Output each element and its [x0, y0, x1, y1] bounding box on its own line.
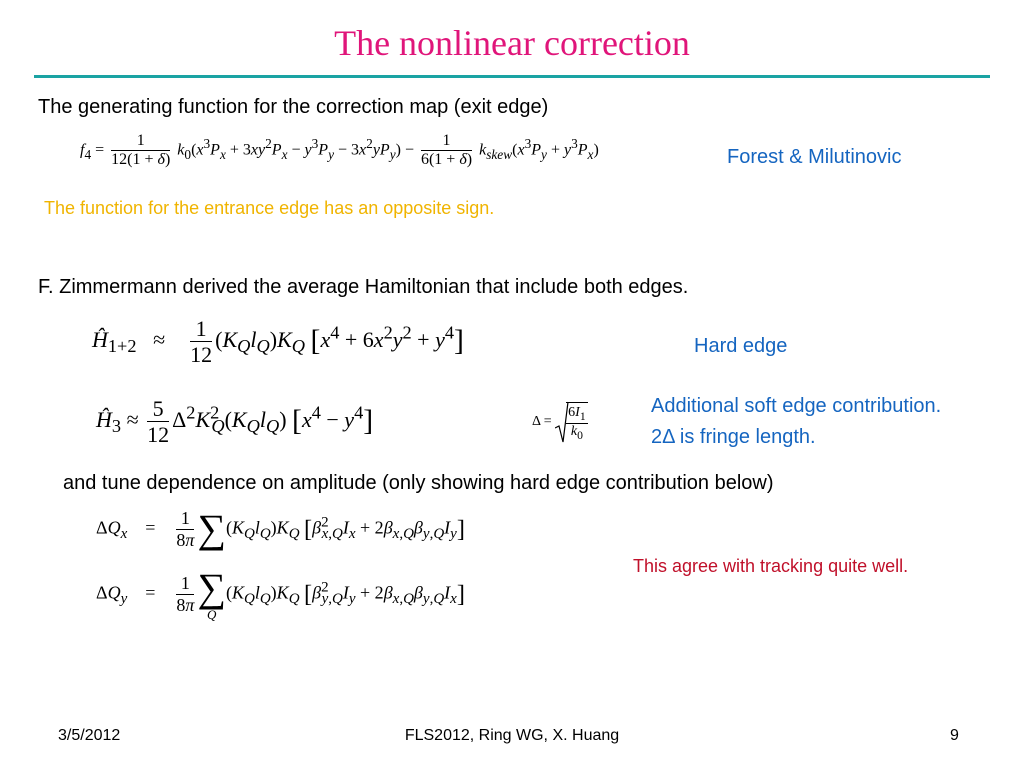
- entrance-edge-note: The function for the entrance edge has an opposite sign.: [44, 198, 495, 218]
- delta-qy-equation: $\Delta Q_y$ = $\frac{1}{8\pi}$ ∑ Q $(K_Ql_Q)K_Q$ $[\beta^2_{y,Q}I_y + 2\beta_{x,Q}\beta_{y,Q}I_x]$: [96, 565, 465, 622]
- tune-dependence-text: and tune dependence on amplitude (only showing hard edge contribution below): [63, 472, 774, 494]
- soft-edge-note: Additional soft edge contribution.: [651, 395, 942, 417]
- f4-equation: $f_4$ = $\frac{1}{12(1 + \delta)}$ $k_0(x^3P_x + 3xy^2P_x - y^3P_y - 3x^2yP_y)$ − $\frac{1}{6(1 + \delta)}$ $k_{skew}(x^3P_y + y^3P_x)$: [80, 132, 599, 169]
- footer-date: 3/5/2012: [58, 727, 121, 744]
- page-number: 9: [950, 727, 959, 744]
- forest-note: Forest & Milutinovic: [727, 146, 902, 168]
- slide-title: The nonlinear correction: [334, 23, 690, 63]
- hamiltonian-3-equation: $Ĥ_3$ ≈ $\frac{5}{12}$ $\Delta^2K^2_Q(K_Ql_Q) [x^4 - y^4]$: [96, 396, 374, 448]
- title-divider: [34, 75, 990, 78]
- delta-definition: Δ = $\frac{6I_1}{k_0}$: [532, 400, 591, 444]
- hard-edge-label: Hard edge: [694, 335, 788, 357]
- zimmermann-text: F. Zimmermann derived the average Hamiltonian that include both edges.: [38, 276, 689, 298]
- fringe-length-note: 2Δ is fringe length.: [651, 426, 816, 448]
- delta-qx-equation: $\Delta Q_x$ = $\frac{1}{8\pi}$ $\sum(K_Ql_Q)K_Q$ $[\beta^2_{x,Q}I_x + 2\beta_{x,Q}\beta_{y,Q}I_y]$: [96, 506, 465, 552]
- footer-center: FLS2012, Ring WG, X. Huang: [404, 727, 620, 744]
- hamiltonian-1-2-equation: $Ĥ_{1+2}$ ≈ $\frac{1}{12}$ $(K_Ql_Q)K_Q$ $[x^4 + 6x^2y^2 + y^4]$: [92, 316, 464, 368]
- generating-function-text: The generating function for the correction map (exit edge): [38, 96, 549, 118]
- tracking-agreement-note: This agree with tracking quite well.: [633, 556, 909, 576]
